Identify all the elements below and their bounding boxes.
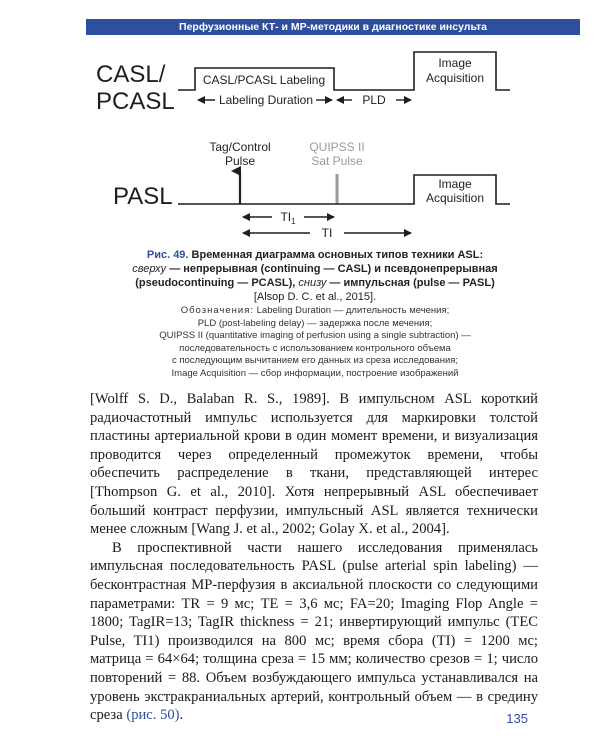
notes-subtraction: с последующим вычитанием его данных из среза исследования;: [171, 355, 459, 366]
caption-pasl-text: — импульсная (pulse — PASL): [329, 277, 495, 289]
running-title: Перфузионные КТ- и МР-методики в диагностике инсульта: [179, 21, 487, 33]
caption-line2: [90, 262, 540, 276]
casl-labeling-box-label: CASL/PCASL Labeling: [202, 73, 326, 87]
caption-top-word: сверху: [132, 263, 167, 275]
running-header: [86, 19, 580, 35]
caption-pcasl-text: (pseudocontinuing — PCASL),: [135, 277, 296, 289]
casl-image-acquisition-line1: Image: [438, 56, 472, 70]
figure-50-link[interactable]: (рис. 50): [126, 707, 180, 724]
asl-timing-diagram: [0, 40, 600, 245]
notes-pld: PLD (post-labeling delay) — задержка после мечения;: [197, 317, 433, 329]
caption-bottom-word: снизу: [298, 277, 327, 289]
paragraph-2: [90, 539, 538, 725]
ti1-label-main: TI: [280, 210, 292, 224]
notes-heading: Обозначения:: [180, 305, 254, 316]
ti1-label: [280, 210, 296, 226]
paragraph-2-end: .: [179, 707, 184, 724]
caption-citation: [Alsop D. C. et al., 2015].: [253, 291, 377, 303]
pld-label: PLD: [362, 93, 386, 107]
paragraph-1: [Wolff S. D., Balaban R. S., 1989]. В импульсном ASL короткий радиочастотный импульс используется для маркировки толстой пластины артериальной крови в один момент времени, и визуализация проводится через определенный промежуток времени, чтобы обеспечить распределение в ткани, представляющей интерес [Thompson G. et al., 2010]. Хотя непрерывный ASL обеспечивает больший контраст перфузии, импульсный ASL является технически менее сложным [Wang J. et al., 2002; Golay X. et al., 2004].: [90, 391, 538, 538]
ti1-label-subscript: 1: [291, 217, 296, 226]
casl-label-line1: CASL/: [96, 61, 166, 88]
caption-line3: [90, 276, 540, 290]
quipss-ii-line2: Sat Pulse: [311, 154, 363, 168]
notes-control-volume: последовательность с использованием контрольного объема: [179, 342, 451, 354]
pasl-label: PASL: [113, 183, 173, 210]
caption-title: Временная диаграмма основных типов техники ASL:: [191, 249, 484, 261]
tag-control-pulse-line1: Tag/Control: [209, 140, 271, 154]
ti-label: TI: [321, 226, 333, 240]
caption-line1: [90, 248, 540, 262]
labeling-duration-label: Labeling Duration: [218, 93, 314, 107]
caption-casl-text: — непрерывная (continuing — CASL) и псевдонепрерывная: [169, 263, 498, 275]
notes-line1: [100, 305, 530, 318]
figure-label: Рис. 49.: [146, 249, 189, 261]
notes-quipss: QUIPSS II (quantitative imaging of perfusion using a single subtraction) —: [159, 330, 471, 341]
figure-notes: [100, 305, 530, 380]
pasl-image-acquisition-line1: Image: [438, 177, 472, 191]
pasl-image-acquisition-line2: Acquisition: [425, 191, 485, 205]
casl-label-line2: PCASL: [96, 88, 175, 115]
paragraph-2-text: В проспективной части нашего исследования применялась импульсная последовательность PASL (pulse arterial spin labeling) — бесконтрастная МР-перфузия в аксиальной плоскости со следующими параметрами: TR = 9 мс; TE = 3,6 мс; FA=20; Imaging Flop Angle = 1800; TagIR=13; TagIR thickness = 21; инвертирующий импульс (TEC Pulse, TI1) производился на 800 мс; время сбора (TI) = 1200 мс; матрица = 64×64; толщина среза = 15 мм; количество срезов = 1; число повторений = 88. Объем возбуждающего импульса устанавливался на уровень экстракраниальных артерий, контрольный объем — в средину среза: [90, 539, 538, 724]
page-number: 135: [506, 711, 528, 726]
tag-control-pulse-line2: Pulse: [224, 154, 256, 168]
notes-image-acquisition: Image Acquisition — сбор информации, построение изображений: [171, 367, 459, 379]
quipss-ii-line1: QUIPSS II: [309, 140, 365, 154]
figure-caption: [90, 248, 540, 304]
casl-image-acquisition-line2: Acquisition: [425, 71, 485, 85]
notes-labeling-duration: Labeling Duration — длительность мечения;: [256, 305, 450, 316]
body-text: [90, 390, 538, 725]
